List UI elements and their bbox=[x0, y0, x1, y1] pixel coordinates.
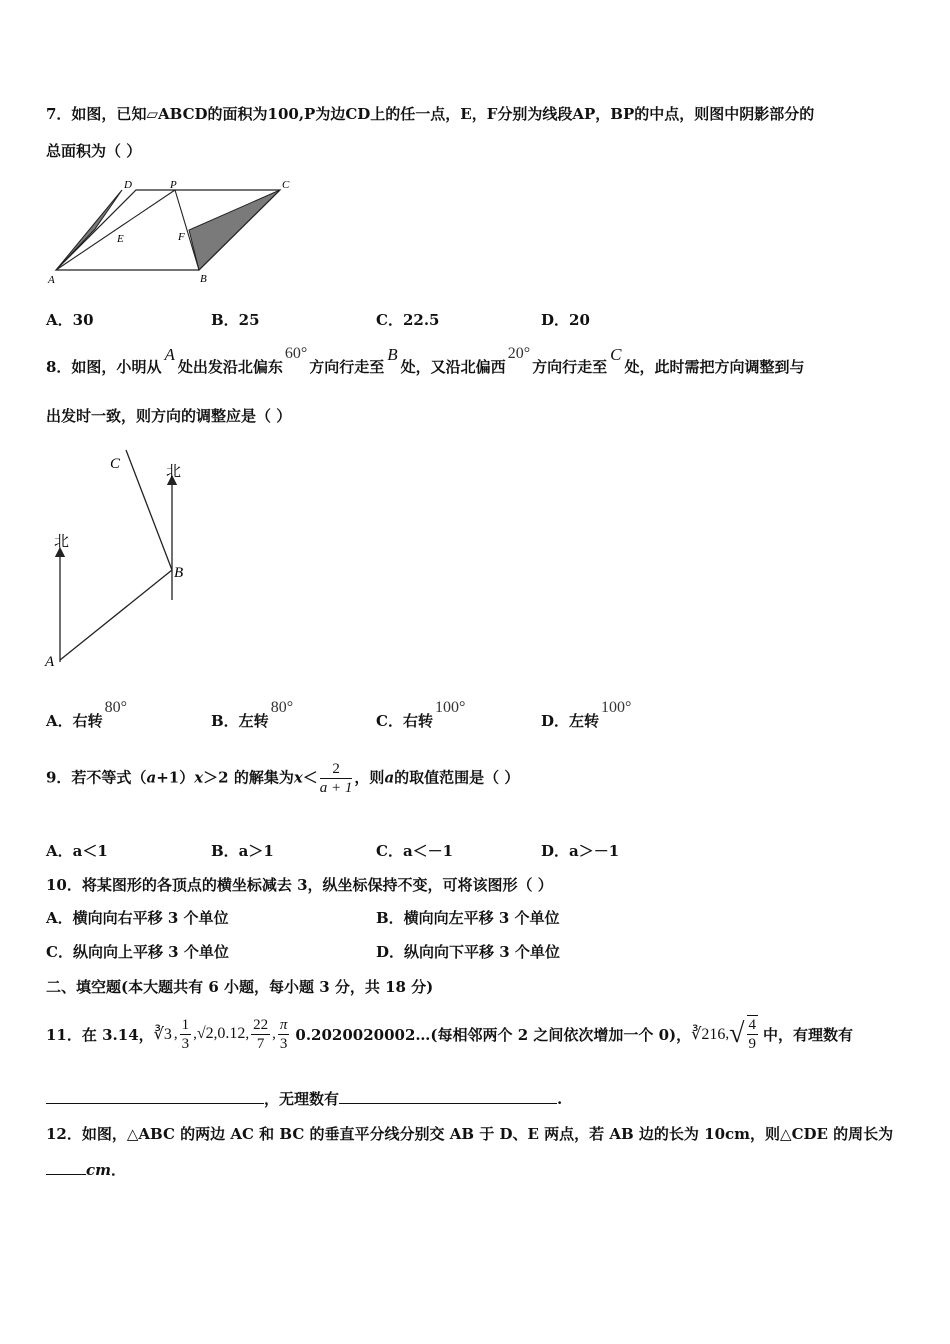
q11-answer-blank-rational[interactable] bbox=[46, 1089, 264, 1104]
segment-EF bbox=[95, 229, 189, 230]
q9-fraction-numerator: 2 bbox=[320, 760, 353, 779]
shaded-triangle-left bbox=[56, 190, 122, 270]
label-A: A bbox=[48, 274, 55, 286]
segment-AP bbox=[56, 190, 175, 270]
q10-option-c: C．纵向向上平移 3 个单位 bbox=[46, 943, 229, 961]
q9-var-x: x bbox=[194, 768, 204, 787]
q11-f1-den: 3 bbox=[181, 1035, 190, 1052]
q11-cube-root-216: ∛216 bbox=[691, 1026, 726, 1043]
label-north-b: 北 bbox=[166, 462, 182, 480]
q7-option-a: A．30 bbox=[46, 311, 94, 329]
label-D: D bbox=[124, 179, 132, 191]
q7-option-c: C．22.5 bbox=[376, 311, 440, 329]
q10-stem: 10．将某图形的各顶点的横坐标减去 3，纵坐标保持不变，可将该图形（ ） bbox=[46, 876, 553, 894]
q8-var-c: C bbox=[610, 345, 622, 364]
label-F: F bbox=[178, 231, 185, 243]
label-P: P bbox=[170, 179, 177, 191]
q9-option-a: A．a＜1 bbox=[46, 842, 108, 860]
label-c: C bbox=[110, 456, 121, 472]
q11-fraction-pi-3 bbox=[278, 1016, 290, 1053]
q11-line2-end: . bbox=[557, 1090, 563, 1108]
label-b: B bbox=[174, 565, 184, 581]
q9-text-3: ＞2 的解集为 bbox=[203, 768, 294, 787]
q9-text-1: 9．若不等式（ bbox=[46, 768, 147, 787]
q11-comma: , bbox=[173, 1025, 178, 1042]
q11-f3-num: π bbox=[279, 1016, 288, 1033]
q8-text-3: 方向行走至 bbox=[309, 358, 385, 376]
path-ab bbox=[60, 570, 172, 660]
q11-stem-line1: 11．在 3.14， ∛3 , $\frac{1}{3}$ , √2 , 0.12 , $\frac{22}{7}$ , $\frac{\pi}{3}$ 0.2020020002…(每相邻两个 2 之间依次增加一个 0)， ∛216 , √ $\frac{4}{9}$ 中，有理数有 bbox=[46, 1016, 854, 1052]
q9-text-5: ，则 bbox=[354, 768, 385, 787]
q12-unit: cm bbox=[86, 1161, 112, 1179]
q8-option-b-degree: 80° bbox=[270, 699, 294, 716]
shaded-triangle-right bbox=[189, 190, 280, 270]
direction-figure bbox=[40, 440, 210, 675]
q11-f3-den: 3 bbox=[279, 1035, 288, 1052]
q9-var-x2: x bbox=[293, 768, 303, 787]
q11-cube-root-3: ∛3 bbox=[153, 1026, 172, 1043]
q8-text-6: 处，此时需把方向调整到与 bbox=[624, 358, 805, 376]
q8-degree-60: 60° bbox=[284, 345, 308, 362]
q7-stem-line1: 7．如图，已知▱ABCD的面积为100,P为边CD上的任一点，E，F分别为线段AP，BP的中点，则图中阴影部分的 bbox=[46, 105, 815, 123]
q8-degree-20: 20° bbox=[507, 345, 531, 362]
q7-option-d: D．20 bbox=[541, 311, 590, 329]
q8-text-4: 处，又沿北偏西 bbox=[400, 358, 506, 376]
q8-stem-line1 bbox=[46, 345, 805, 377]
section-heading-fill-in: 二、填空题(本大题共有 6 小题，每小题 3 分，共 18 分) bbox=[46, 978, 434, 996]
q8-option-a-degree: 80° bbox=[104, 699, 128, 716]
q10-option-d: D．纵向向下平移 3 个单位 bbox=[376, 943, 560, 961]
q11-f4-den: 9 bbox=[748, 1036, 756, 1052]
q10-option-b: B．横向向左平移 3 个单位 bbox=[376, 909, 560, 927]
q8-text-5: 方向行走至 bbox=[532, 358, 608, 376]
q8-option-c bbox=[376, 699, 467, 731]
q9-option-d: D．a＞－1 bbox=[541, 842, 620, 860]
q8-option-b-label: B．左转 bbox=[211, 712, 269, 730]
q11-sqrt-symbol: √ bbox=[729, 1018, 745, 1049]
label-north-a: 北 bbox=[54, 532, 70, 550]
q11-middle-text: 0.2020020002…(每相邻两个 2 之间依次增加一个 0)， bbox=[295, 1025, 692, 1044]
q8-var-a: A bbox=[164, 345, 175, 364]
q11-fraction-4-9 bbox=[747, 1015, 759, 1053]
q9-var-a2: a bbox=[384, 768, 395, 787]
q8-text-1: 8．如图，小明从 bbox=[46, 358, 162, 376]
label-B: B bbox=[200, 273, 207, 285]
q11-stem-line2 bbox=[46, 1088, 562, 1109]
q12-stem-line1: 12．如图，△ABC 的两边 AC 和 BC 的垂直平分线分别交 AB 于 D、E 两点，若 AB 边的长为 10cm，则△CDE 的周长为 bbox=[46, 1125, 894, 1143]
label-a: A bbox=[45, 654, 55, 670]
q11-f1-num: 1 bbox=[181, 1016, 190, 1033]
q8-text-2: 处出发沿北偏东 bbox=[177, 358, 283, 376]
q8-option-b bbox=[211, 699, 295, 731]
q11-f2-num: 22 bbox=[253, 1016, 269, 1033]
q11-fraction-22-7 bbox=[251, 1016, 270, 1053]
q11-value-0-12: 0.12 bbox=[217, 1025, 246, 1042]
q11-answer-blank-irrational[interactable] bbox=[339, 1089, 557, 1104]
q12-answer-blank[interactable] bbox=[46, 1160, 86, 1175]
q8-option-c-label: C．右转 bbox=[376, 712, 433, 730]
q12-end: ． bbox=[111, 1161, 127, 1179]
q11-f2-den: 7 bbox=[256, 1035, 265, 1052]
q8-option-a-label: A．右转 bbox=[46, 712, 103, 730]
q9-option-b: B．a＞1 bbox=[211, 842, 274, 860]
q7-option-b: B．25 bbox=[211, 311, 260, 329]
parallelogram-figure bbox=[44, 176, 294, 288]
q11-suffix: 中，有理数有 bbox=[763, 1025, 854, 1044]
q9-var-a: a bbox=[146, 768, 157, 787]
label-C: C bbox=[282, 179, 290, 191]
q8-option-d-degree: 100° bbox=[601, 699, 632, 716]
q9-fraction bbox=[320, 760, 353, 797]
q8-var-b: B bbox=[387, 345, 398, 364]
label-E: E bbox=[117, 233, 124, 245]
q8-option-a bbox=[46, 699, 129, 731]
q12-stem-line2 bbox=[46, 1159, 126, 1180]
q9-option-c: C．a＜－1 bbox=[376, 842, 454, 860]
q8-option-d-label: D．左转 bbox=[541, 712, 600, 730]
q9-stem bbox=[46, 760, 519, 797]
q10-option-a: A．横向向右平移 3 个单位 bbox=[46, 909, 229, 927]
q9-fraction-denominator: a + 1 bbox=[319, 780, 353, 796]
q11-fraction-1-3 bbox=[180, 1016, 192, 1053]
q9-text-2: +1） bbox=[156, 768, 195, 787]
q11-prefix: 11．在 3.14， bbox=[46, 1025, 154, 1044]
q9-text-4: ＜ bbox=[302, 768, 318, 787]
q11-line2-mid: ，无理数有 bbox=[264, 1090, 340, 1108]
q11-sqrt-2: √2 bbox=[196, 1025, 214, 1042]
q7-stem-line2: 总面积为（ ） bbox=[46, 142, 142, 160]
q8-option-d bbox=[541, 699, 633, 731]
q9-text-6: 的取值范围是（ ） bbox=[394, 768, 520, 787]
q11-f4-num: 4 bbox=[748, 1017, 756, 1033]
q8-stem-line2: 出发时一致，则方向的调整应是（ ） bbox=[46, 407, 292, 425]
q8-option-c-degree: 100° bbox=[434, 699, 466, 716]
